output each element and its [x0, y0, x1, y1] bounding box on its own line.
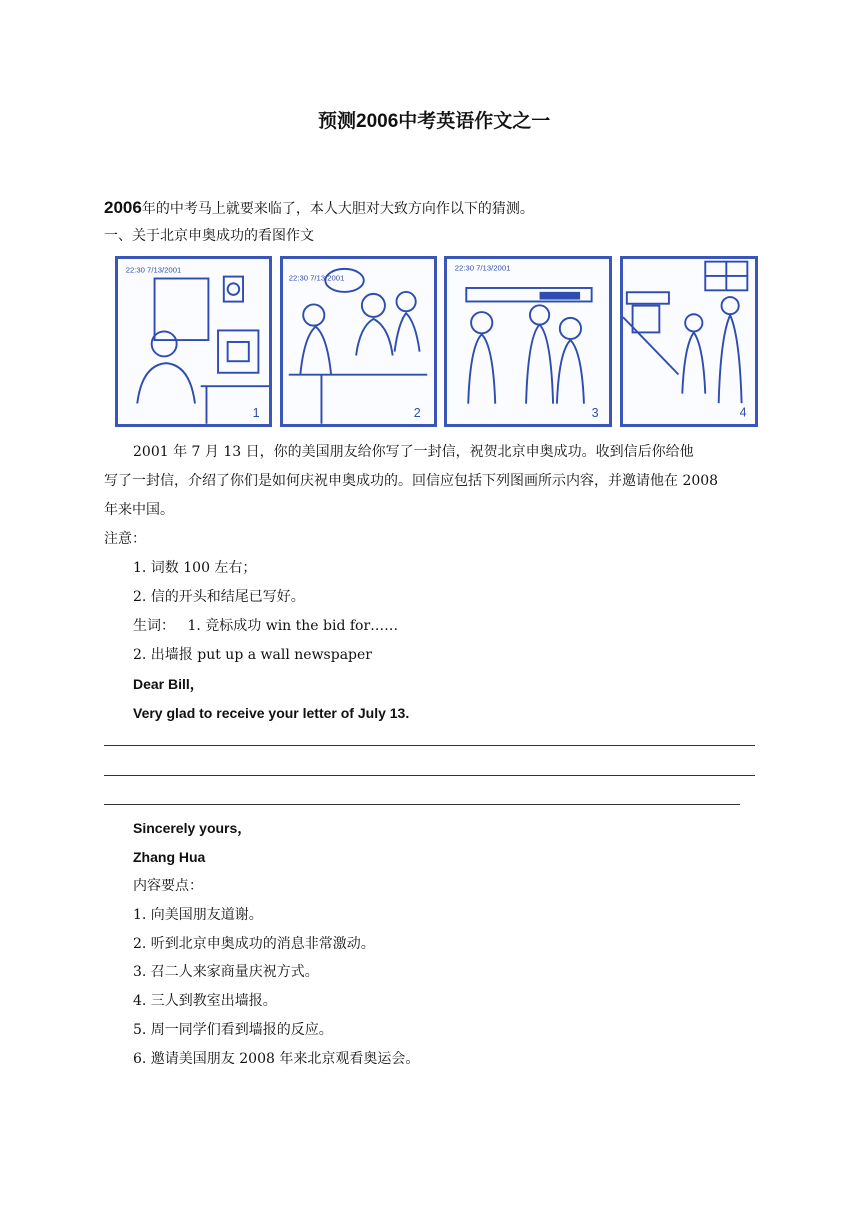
comic-panel-3	[444, 256, 612, 427]
comic-stamp: 22:30 7/13/2001	[125, 265, 182, 275]
comic-stamp: 22:30 7/13/2001	[454, 263, 511, 273]
points-label: 内容要点：	[133, 878, 203, 894]
vocab-item: 1. 竞标成功 win the bid for……	[187, 618, 399, 634]
comic-panel-number: 2	[413, 406, 421, 420]
writing-line	[104, 804, 740, 805]
point-item: 1. 向美国朋友道谢。	[133, 907, 263, 923]
writing-line	[104, 745, 755, 746]
task-line-3: 年来中国。	[104, 502, 174, 518]
point-item: 4. 三人到教室出墙报。	[133, 993, 277, 1009]
vocab-item: 2. 出墙报 put up a wall newspaper	[133, 647, 372, 663]
letter-greeting: Dear Bill，	[133, 676, 204, 692]
letter-opening: Very glad to receive your letter of July 13.	[133, 705, 410, 721]
note-item: 2. 信的开头和结尾已写好。	[133, 589, 305, 605]
note-item: 1. 词数 100 左右；	[133, 560, 257, 576]
vocab-label: 生词：	[133, 618, 175, 634]
comic-panel-number: 3	[591, 406, 599, 421]
writing-line	[104, 775, 755, 776]
intro-paragraph	[104, 198, 534, 219]
notes-label: 注意：	[104, 531, 146, 547]
letter-signature: Zhang Hua	[133, 849, 206, 865]
comic-panel-2	[280, 256, 437, 427]
comic-panel-1	[115, 256, 272, 427]
intro-text: 年的中考马上就要来临了，本人大胆对大致方向作以下的猜测。	[141, 201, 534, 217]
comic-stamp: 22:30 7/13/2001	[288, 273, 345, 283]
point-item: 3. 召二人来家商量庆祝方式。	[133, 964, 319, 980]
task-line-2: 写了一封信，介绍了你们是如何庆祝申奥成功的。回信应包括下列图画所示内容，并邀请他在 2008	[104, 473, 719, 489]
section-heading: 一、关于北京申奥成功的看图作文	[104, 228, 314, 244]
page-title: 预测2006中考英语作文之一	[318, 111, 551, 132]
vocab-line-1	[133, 616, 398, 636]
comic-panel-4	[620, 256, 758, 427]
letter-closing: Sincerely yours，	[133, 820, 252, 836]
point-item: 5. 周一同学们看到墙报的反应。	[133, 1022, 333, 1038]
comic-panel-number: 1	[252, 406, 260, 420]
comic-panel-number: 4	[739, 405, 747, 420]
intro-year: 2006	[104, 198, 142, 217]
task-line-1: 2001 年 7 月 13 日，你的美国朋友给你写了一封信，祝贺北京申奥成功。收到信后你给他	[133, 444, 694, 460]
point-item: 2. 听到北京申奥成功的消息非常激动。	[133, 936, 375, 952]
point-item: 6. 邀请美国朋友 2008 年来北京观看奥运会。	[133, 1051, 420, 1067]
